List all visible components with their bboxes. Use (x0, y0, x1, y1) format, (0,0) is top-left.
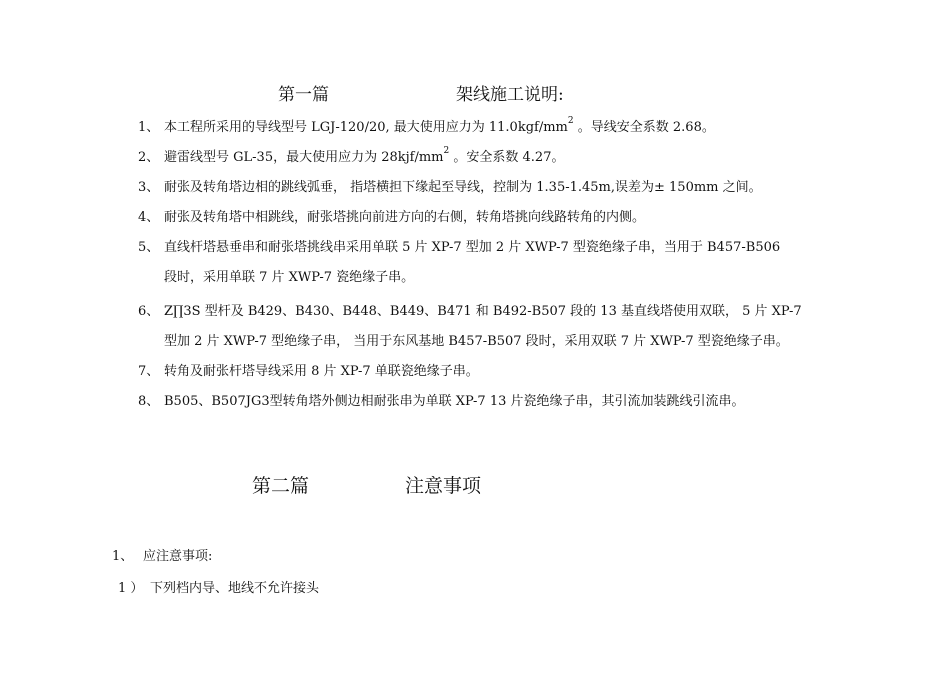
text-segment: 耐张及转角塔中相跳线，耐张塔挑向前进方向的右侧，转角塔挑向线路转角的内侧。 (164, 210, 646, 225)
list-item-number: 2、 (138, 150, 160, 165)
text-segment: 转角及耐张杆塔导线采用 8 片 XP-7 单联瓷绝缘子串。 (164, 364, 479, 379)
superscript: 2 (443, 146, 450, 156)
text-line (164, 357, 858, 387)
list-item-number: 1、 (138, 120, 160, 135)
text-segment: 。导线安全系数 2.68。 (573, 120, 715, 135)
list-item-number: 3、 (138, 180, 160, 195)
list-item-text (164, 357, 858, 387)
text-segment: 避雷线型号 GL-35，最大使用应力为 28kjf/mm (164, 150, 444, 165)
section-2-title: 注意事项 (405, 475, 482, 497)
text-segment: 直线杆塔悬垂串和耐张塔挑线串采用单联 5 片 XP-7 型加 2 片 XWP-7 型瓷绝缘子串，当用于 B457-B506 (164, 240, 781, 255)
text-segment: 耐张及转角塔边相的跳线弧垂， 指塔横担下缘起至导线，控制为 1.35-1.45m,误差为± 150mm 之间。 (164, 180, 762, 195)
text-segment: 段时，采用单联 7 片 XWP-7 瓷绝缘子串。 (164, 270, 415, 285)
list-item-text (164, 297, 858, 357)
text-line (164, 203, 858, 233)
note-1-text: 应注意事项: (143, 549, 213, 564)
text-line (164, 143, 858, 173)
text-segment: Z∏3S 型杆及 B429、B430、B448、B449、B471 和 B492-B507 段的 13 基直线塔使用双联， 5 片 XP-7 (164, 304, 802, 319)
text-segment: 型加 2 片 XWP-7 型绝缘子串， 当用于东风基地 B457-B507 段时，采用双联 7 片 XWP-7 型瓷绝缘子串。 (164, 334, 789, 349)
text-line (164, 263, 858, 293)
section-2-label: 第二篇 (252, 475, 310, 497)
list-item-text (164, 113, 858, 143)
note-1-number: 1、 (112, 549, 134, 564)
list-item-number: 7、 (138, 364, 160, 379)
text-line (164, 113, 858, 143)
list-item-number: 4、 (138, 210, 160, 225)
list-item-text (164, 233, 858, 293)
list-item-text (164, 387, 858, 417)
list-item-text (164, 203, 858, 233)
text-line (164, 327, 858, 357)
list-item-number: 6、 (138, 304, 160, 319)
text-line (164, 173, 858, 203)
list-item-text (164, 173, 858, 203)
text-line (164, 233, 858, 263)
superscript: 2 (567, 116, 574, 126)
text-line (164, 297, 858, 327)
section-1-label: 第一篇 (278, 85, 329, 105)
text-segment: B505、B507JG3型转角塔外侧边相耐张串为单联 XP-7 13 片瓷绝缘子串，其引流加装跳线引流串。 (164, 394, 745, 409)
list-item-number: 5、 (138, 240, 160, 255)
section-1-title: 架线施工说明: (456, 85, 564, 105)
list-item-text (164, 143, 858, 173)
list-item-number: 8、 (138, 394, 160, 409)
note-2-number: 1 ） (118, 581, 144, 596)
text-segment: 本工程所采用的导线型号 LGJ-120/20, 最大使用应力为 11.0kgf/mm (164, 120, 568, 135)
text-segment: 。安全系数 4.27。 (449, 150, 565, 165)
note-2-text: 下列档内导、地线不允许接头 (150, 581, 320, 596)
text-line (164, 387, 858, 417)
